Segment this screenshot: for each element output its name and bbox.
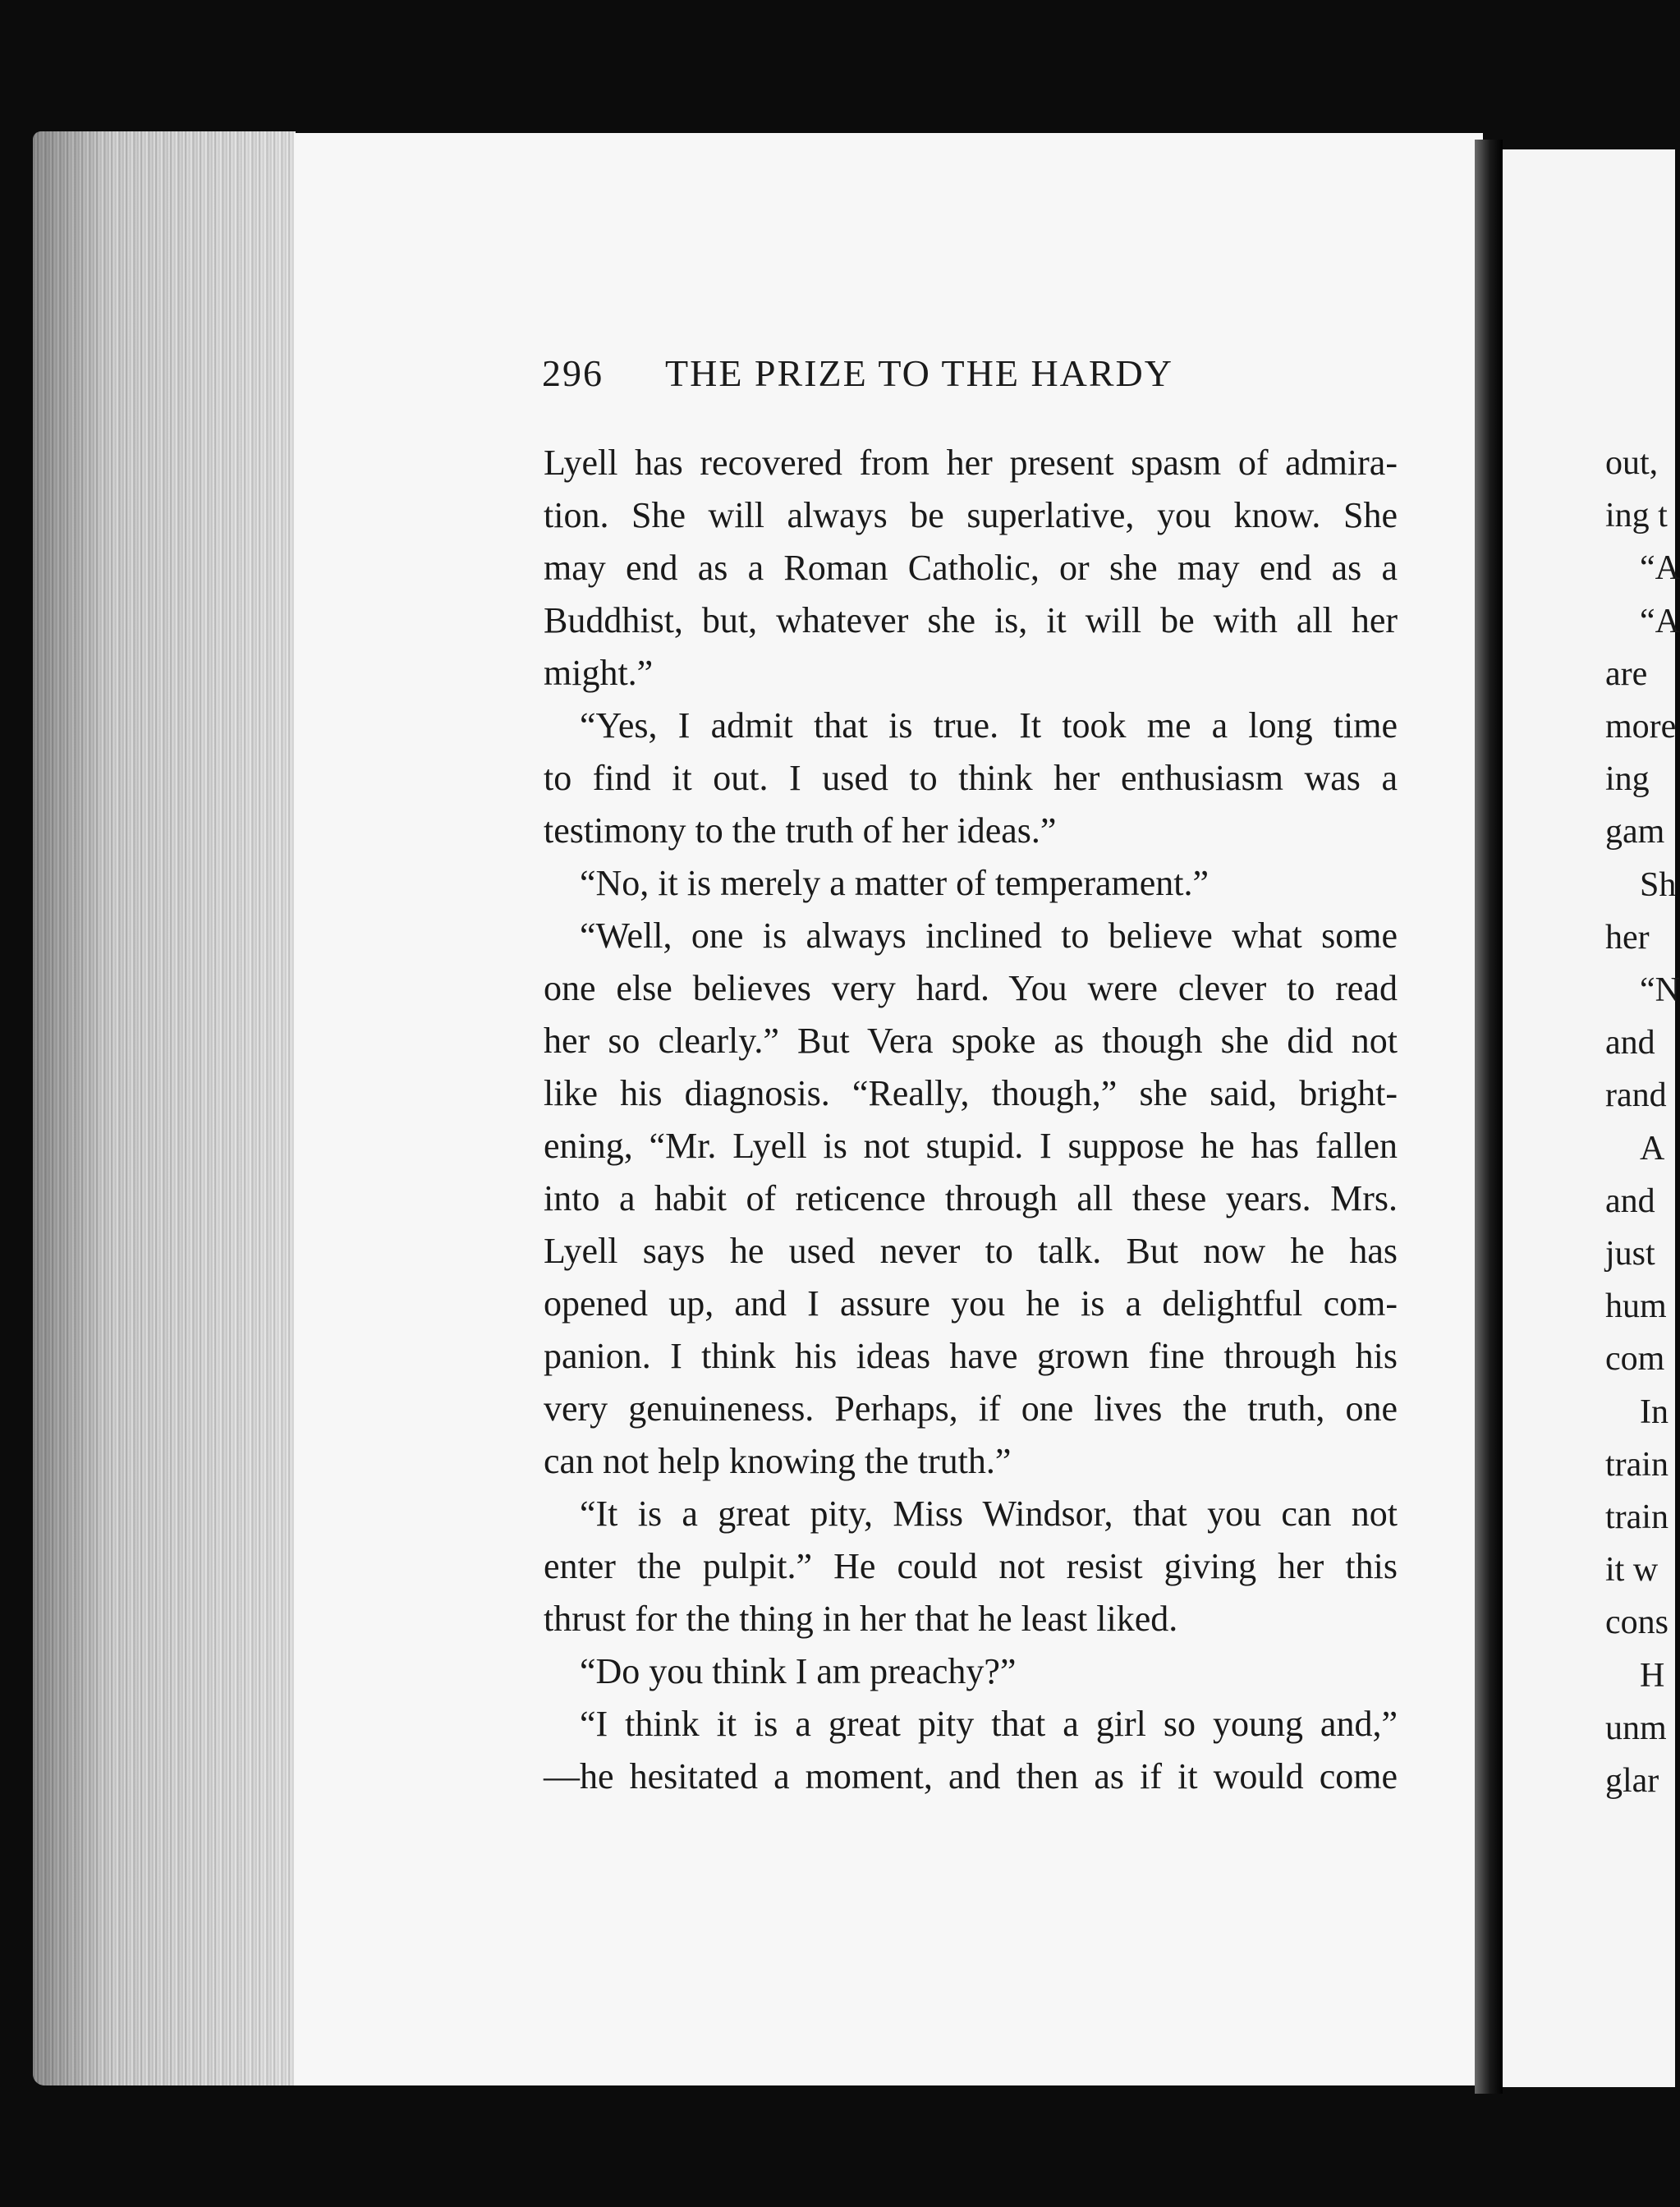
right-page-fragment: and [1605, 1024, 1655, 1062]
text-line: thrust for the thing in her that he least liked. [544, 1599, 1178, 1639]
right-page-fragment: Sh [1640, 865, 1677, 904]
right-page-fragment: In [1640, 1393, 1669, 1431]
right-page-fragment: rand [1605, 1076, 1667, 1115]
right-page-fragment: her [1605, 918, 1650, 957]
text-line: her so clearly.” But Vera spoke as though she did not [544, 1021, 1398, 1061]
right-page-fragment: ing [1605, 760, 1650, 799]
right-page-fragment: cons [1605, 1604, 1669, 1642]
right-page-fragment: ing t [1605, 497, 1668, 535]
running-head-title: THE PRIZE TO THE HARDY [665, 352, 1173, 394]
right-page-fragment: hum [1605, 1287, 1667, 1326]
right-page-fragment: glar [1605, 1762, 1659, 1801]
text-line: tion. She will always be superlative, you know. She [544, 495, 1398, 535]
text-line: to find it out. I used to think her enthusiasm was a [544, 758, 1398, 798]
text-line: ening, “Mr. Lyell is not stupid. I suppose he has fallen [544, 1126, 1398, 1166]
right-page-fragment: just [1605, 1235, 1655, 1273]
text-line: “Well, one is always inclined to believe what some [580, 915, 1398, 956]
text-line: might.” [544, 653, 654, 693]
right-page-fragment: more [1605, 708, 1677, 746]
text-line: very genuineness. Perhaps, if one lives the truth, one [544, 1388, 1398, 1429]
text-line: panion. I think his ideas have grown fine through his [544, 1336, 1398, 1376]
running-head [542, 351, 1404, 395]
text-line: testimony to the truth of her ideas.” [544, 810, 1057, 851]
text-line: “No, it is merely a matter of temperament.” [580, 863, 1210, 903]
text-line: into a habit of reticence through all these years. Mrs. [544, 1178, 1398, 1218]
text-line: “I think it is a great pity that a girl so young and,” [580, 1704, 1398, 1744]
page-body-text [544, 437, 1398, 1803]
text-line: “It is a great pity, Miss Windsor, that you can not [580, 1494, 1398, 1534]
right-page-fragment: com [1605, 1340, 1665, 1379]
text-line: can not help knowing the truth.” [544, 1441, 1012, 1481]
text-line: “Do you think I am preachy?” [580, 1651, 1017, 1691]
right-page-fragment: “A [1640, 549, 1680, 588]
text-line: enter the pulpit.” He could not resist giving her this [544, 1546, 1398, 1586]
right-page-fragment: and [1605, 1182, 1655, 1220]
right-page-fragment: it w [1605, 1551, 1659, 1590]
right-page-fragment: train [1605, 1498, 1669, 1537]
text-line: opened up, and I assure you he is a delightful com- [544, 1283, 1398, 1324]
text-line: —he hesitated a moment, and then as if it would come [544, 1756, 1398, 1796]
text-line: “Yes, I admit that is true. It took me a long time [580, 705, 1398, 746]
right-page-text-fragments [1605, 437, 1680, 1807]
text-line: Lyell has recovered from her present spasm of admira- [544, 443, 1398, 483]
right-page-fragment: out, [1605, 444, 1659, 482]
text-line: like his diagnosis. “Really, though,” she said, bright- [544, 1073, 1398, 1113]
text-line: Lyell says he used never to talk. But now he has [544, 1231, 1398, 1271]
right-page-fragment: A [1640, 1129, 1665, 1168]
right-page-fragment: are [1605, 654, 1648, 693]
right-page-fragment: gam [1605, 813, 1665, 851]
text-line: may end as a Roman Catholic, or she may end as a [544, 548, 1398, 588]
right-page-fragment: “N [1640, 971, 1680, 1010]
page-edges [33, 131, 296, 2085]
text-line: one else believes very hard. You were clever to read [544, 968, 1398, 1008]
page-number: 296 [542, 352, 604, 394]
book-gutter [1475, 140, 1503, 2094]
right-page-fragment: unm [1605, 1709, 1667, 1747]
right-page-fragment: H [1640, 1656, 1665, 1695]
right-page-fragment: train [1605, 1445, 1669, 1484]
text-line: Buddhist, but, whatever she is, it will be with all her [544, 600, 1398, 640]
right-page-fragment: “A [1640, 602, 1680, 640]
